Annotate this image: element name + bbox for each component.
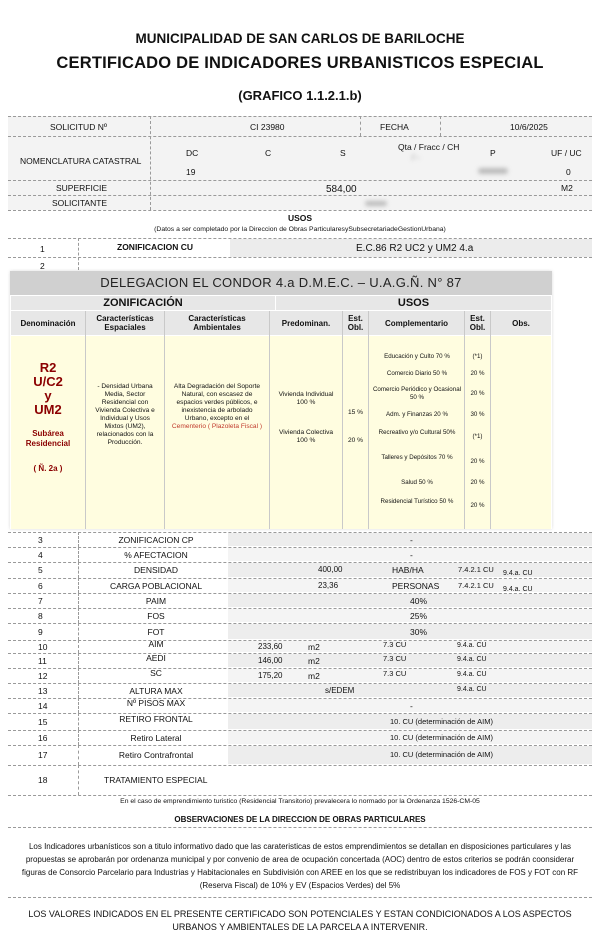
row-divider [8,578,592,579]
superficie-label: SUPERFICIE [56,183,108,193]
col-c: C [265,148,272,158]
row-label: RETIRO FRONTAL [119,714,193,724]
header-espaciales: Características Espaciales [86,311,164,335]
zone-code: R2 U/C2 y UM2 [33,360,63,417]
row-label: PAIM [145,596,167,606]
val-dc: 19 [186,167,196,177]
complementario-est: 20 % [470,390,485,397]
usos-title: USOS [287,213,313,223]
row-label: ALTURA MAX [129,686,183,696]
row-col-divider [78,668,79,683]
row-reference-2: 9.4.a. CU [457,656,487,663]
row-value: 175,20 [258,671,283,680]
row-col-divider [78,532,79,547]
value-band [228,641,592,652]
row-label: ZONIFICACION CP [118,535,194,545]
row-reference-2: 9.4.a. CU [457,686,487,693]
superficie-unit: M2 [561,183,573,193]
row-unit: m2 [308,656,320,666]
row-unit: HAB/HA [392,565,424,575]
espaciales-text: - Densidad Urbana Media, Sector Residencial con Vivienda Colectiva e Individual y Usos Mixtos (UM2), relacionados con la Producción. [95,383,155,446]
row-col-divider [78,683,79,698]
row-reference: 7.3 CU [383,669,407,678]
complementario-label: Salud 50 % [401,479,433,486]
complementario-est: 20 % [470,370,485,377]
row-col-divider [78,562,79,578]
predominante-colectiva: Vivienda Colectiva 100 % [278,429,334,444]
certificate-title: CERTIFICADO DE INDICADORES URBANISTICOS ESPECIAL [56,54,544,72]
row-value: s/EDEM [325,686,355,695]
superficie-value: 584,00 [326,184,357,195]
row-label: AEDI [146,653,166,663]
fecha-label: FECHA [380,122,409,132]
value-band [228,684,592,697]
row-divider [8,593,592,594]
row-value: 25% [410,611,428,621]
row-label: SC [150,668,162,678]
row-value: 400,00 [318,565,343,574]
closing-statement: LOS VALORES INDICADOS EN EL PRESENTE CERTIFICADO SON POTENCIALES Y ESTAN CONDICIONADOS A LOS ASPECTOS URBANOS Y AMBIENTALES DE LA PARCELA A INTERVENIR. [28,909,572,932]
row-value: - [410,535,413,545]
col-s: S [340,148,346,158]
complementario-est: 30 % [470,411,485,418]
row-label: FOS [147,611,165,621]
predominante-individual-est: 15 % [347,409,364,416]
row-col-divider [78,640,79,653]
row1-value: E.C.86 R2 UC2 y UM2 4.a [356,243,474,254]
row-number: 15 [38,717,48,727]
row-number: 9 [38,627,43,637]
row-number: 4 [38,550,43,560]
complementario-label: Adm. y Finanzas 20 % [386,411,448,418]
row-number: 3 [38,535,43,545]
zoning-table-title: DELEGACION EL CONDOR 4.a D.M.E.C. – U.A.G.Ñ. N° 87 [10,271,552,295]
header-obs: Obs. [491,311,551,335]
row1-label: ZONIFICACION CU [117,242,194,252]
row-value: 10. CU (determinación de AIM) [390,733,493,742]
row-reference: 7.4.2.1 CU [458,565,494,574]
row-label: DENSIDAD [134,565,178,575]
row-divider [8,683,592,684]
header-predominan: Predominan. [270,311,342,335]
row-number: 6 [38,581,43,591]
row-reference: 7.3 CU [383,640,407,649]
complementario-label: Comercio Periódico y Ocasional 50 % [372,386,462,401]
row-number: 12 [38,671,48,681]
row-label: TRATAMIENTO ESPECIAL [104,775,208,785]
row-number: 11 [38,656,47,666]
usos-note: (Datos a ser completado por la Direccion de Obras ParticularesySubsecretariadeGestionUrbana) [154,226,446,233]
complementario-est: 20 % [470,479,485,486]
observaciones-text: Los Indicadores urbanísticos son a titulo informativo dado que las carateristicas de estos emprendimientos se detallan en disposiciones particulares y las propuestas se aprobarán por ordenanza municipal y por convenio de area de ocupación concertada (AOC) dentro de estos criterios se podrán coonsiderar figuras de Consorcio Parcelario para Industrias y Habitacionales en Subdivisión con AREE en los que se redistribuyan los indicadores de FOS y FOT con RF (Reserva Fiscal) de 10% y EV (Espacios Verdes) del 5% [21,842,579,890]
row-label: % AFECTACION [124,550,188,560]
row-number: 10 [38,642,48,652]
row-col-divider [78,745,79,765]
complementario-label: Talleres y Depósitos 70 % [381,454,453,461]
row-divider [8,562,592,563]
row-label: CARGA POBLACIONAL [109,581,203,591]
ordenanza-note: En el caso de emprendimiento turistico (Residencial Transitorio) prevalecera lo normado por la Ordenanza 1526-CM-05 [120,798,480,805]
header-denominacion: Denominación [11,311,85,335]
row-unit: m2 [308,642,320,652]
complementario-est: 20 % [470,458,485,465]
complementario-est: 20 % [470,502,485,509]
col-uf: UF / UC [551,148,582,158]
row-number: 17 [38,750,48,760]
row-reference: 7.3 CU [383,654,407,663]
row-value: - [410,701,413,711]
municipality-title: MUNICIPALIDAD DE SAN CARLOS DE BARILOCHE [135,31,465,46]
row-value: 30% [410,627,428,637]
nomenclatura-label: NOMENCLATURA CATASTRAL [20,156,142,166]
row-value: 23,36 [318,581,339,590]
row-col-divider [78,623,79,640]
predominante-colectiva-est: 20 % [347,437,364,444]
value-band [228,669,592,682]
row-number: 5 [38,565,43,575]
zone-subarea: Subárea Residencial [25,429,71,448]
row-col-divider [78,593,79,608]
solicitante-label: SOLICITANTE [52,198,108,208]
complementario-label: Residencial Turístico 50 % [380,498,454,505]
row-divider [8,608,592,609]
row-label: FOT [147,627,165,637]
row-label: AIM [148,639,164,649]
row-reference-2: 9.4.a. CU [457,671,487,678]
graphic-code: (GRAFICO 1.1.2.1.b) [238,88,362,103]
ambientales-highlight: Cementerio ( Plazoleta Fiscal ) [171,423,263,430]
zone-number: ( Ñ. 2a ) [33,464,63,473]
complementario-label: Comercio Diario 50 % [386,370,448,377]
header-est-obl-2: Est. Obl. [465,311,490,335]
row-reference-2: 9.4.a. CU [457,642,487,649]
row-number: 13 [38,686,48,696]
row-unit: m2 [308,671,320,681]
zoning-table [10,271,552,529]
row-value: 10. CU (determinación de AIM) [390,717,493,726]
solicitud-value: CI 23980 [250,122,285,132]
row-divider [8,532,592,533]
col-qta-sub: / - [412,152,420,162]
row-col-divider [78,608,79,623]
fecha-value: 10/6/2025 [510,122,548,132]
header-est-obl-1: Est. Obl. [343,311,368,335]
row-divider [8,623,592,624]
row-value: 10. CU (determinación de AIM) [390,750,493,759]
row-number: 7 [38,596,43,606]
row-value: - [410,550,413,560]
row-divider [8,730,592,731]
row-col-divider [78,730,79,745]
col-p: P [490,148,496,158]
row-reference-2: 9.4.a. CU [503,570,533,577]
complementario-label: Recreativo y/o Cultural 50% [378,429,456,436]
predominante-individual: Vivienda Individual 100 % [278,391,334,406]
row-label: Retiro Lateral [130,733,182,743]
row-divider [8,765,592,766]
val-uf: 0 [566,167,571,177]
row-value: 146,00 [258,656,283,665]
value-band [228,654,592,667]
row-number: 14 [38,701,48,711]
row-col-divider [78,698,79,713]
observaciones-title: OBSERVACIONES DE LA DIRECCION DE OBRAS PARTICULARES [174,815,426,824]
row-value: 233,60 [258,642,283,651]
row2-number: 2 [40,261,45,271]
row-value: 40% [410,596,428,606]
row-col-divider [78,713,79,730]
row-divider [8,745,592,746]
redacted-solicitante [365,201,387,206]
redacted-parcel [478,168,508,174]
row-number: 18 [38,775,48,785]
complementario-est: (*1) [472,433,483,440]
row-reference-2: 9.4.a. CU [503,586,533,593]
row-col-divider [78,547,79,562]
row-divider [8,547,592,548]
header-ambientales: Características Ambientales [165,311,269,335]
row-col-divider [78,653,79,668]
row-number: 8 [38,611,43,621]
row-col-divider [78,765,79,795]
solicitud-label: SOLICITUD Nº [50,122,107,132]
zonificacion-group-header: ZONIFICACIÓN [11,296,275,310]
col-dc: DC [186,148,199,158]
header-complementario: Complementario [369,311,464,335]
row-unit: PERSONAS [392,581,440,591]
row-label: Retiro Contrafrontal [118,750,194,760]
complementario-label: Educación y Culto 70 % [384,353,450,360]
row-label: Nº PISOS MAX [126,698,186,708]
row-col-divider [78,578,79,593]
row-number: 16 [38,733,48,743]
usos-group-header: USOS [276,296,551,310]
ambientales-text: Alta Degradación del Soporte Natural, con escasez de espacios verdes públicos, e inexistencia de arbolado Urbano, excepto en el Cementerio ( Plazoleta Fiscal ) [171,383,263,430]
complementario-est: (*1) [472,353,483,360]
row-reference: 7.4.2.1 CU [458,581,494,590]
row1-number: 1 [40,244,45,254]
col-qta: Qta / Fracc / CH [398,142,460,152]
